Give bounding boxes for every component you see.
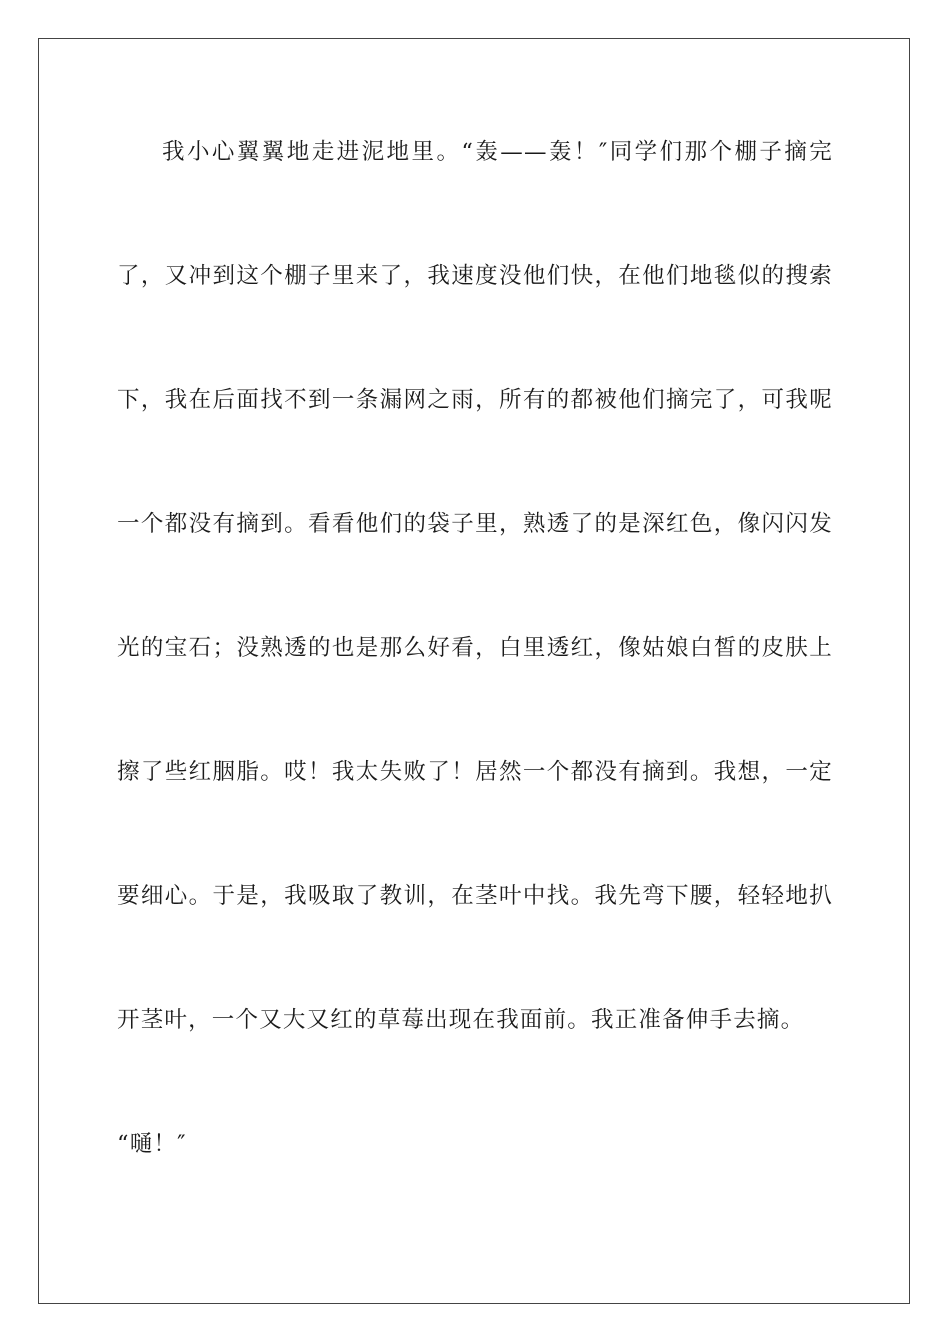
paragraph-line-8: 开茎叶，一个又大又红的草莓出现在我面前。我正准备伸手去摘。	[117, 1007, 805, 1033]
body-text	[117, 124, 833, 1240]
paragraph-line-4: 一个都没有摘到。看看他们的袋子里，熟透了的是深红色，像闪闪发	[117, 511, 833, 537]
paragraph-line-1: 我小心翼翼地走进泥地里。“轰——轰！″同学们那个棚子摘完	[162, 139, 833, 165]
paragraph-line-6: 擦了些红胭脂。哎！我太失败了！居然一个都没有摘到。我想，一定	[117, 759, 833, 785]
paragraph-line-9: “嗵！″	[117, 1131, 187, 1157]
paragraph-line-7: 要细心。于是，我吸取了教训，在茎叶中找。我先弯下腰，轻轻地扒	[117, 883, 833, 909]
paragraph-line-2: 了，又冲到这个棚子里来了，我速度没他们快，在他们地毯似的搜索	[117, 263, 833, 289]
paragraph-line-5: 光的宝石；没熟透的也是那么好看，白里透红，像姑娘白皙的皮肤上	[117, 635, 833, 661]
paragraph-line-3: 下，我在后面找不到一条漏网之雨，所有的都被他们摘完了，可我呢	[117, 387, 833, 413]
